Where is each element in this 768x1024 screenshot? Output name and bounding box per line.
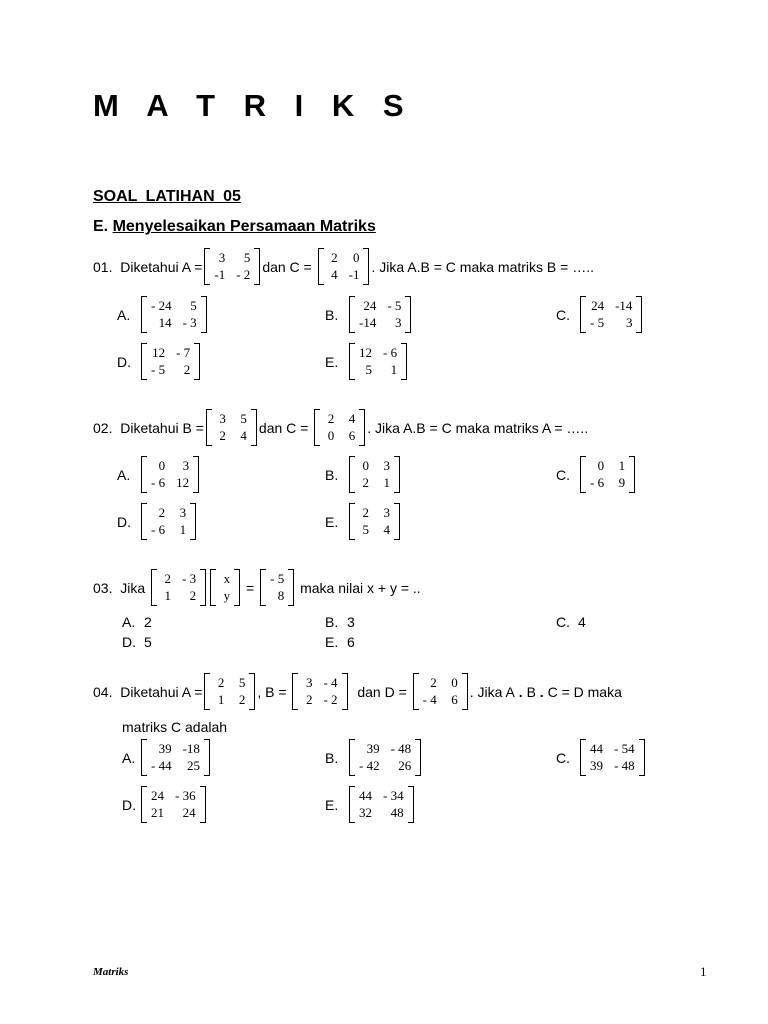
option-c[interactable]: [556, 296, 644, 333]
option-matrix: [141, 296, 207, 333]
option-matrix: [141, 343, 200, 380]
dot-operator: .: [539, 683, 544, 700]
option-label: C.: [556, 614, 570, 630]
question-text: Diketahui A =: [120, 258, 203, 275]
right-bracket: [639, 739, 645, 776]
matrix-entry: - 36: [175, 788, 196, 803]
matrix-cells: [586, 739, 639, 776]
matrix-entry: - 42: [359, 758, 380, 773]
option-e[interactable]: [325, 503, 402, 540]
option-a[interactable]: [117, 296, 209, 333]
matrix-entry: 4: [383, 522, 390, 537]
matrix-entry: 0: [158, 458, 166, 473]
question-text: Jika: [120, 579, 146, 596]
question-text: matriks C adalah: [122, 719, 228, 735]
right-bracket: [408, 786, 414, 823]
matrix-entry: 39: [366, 741, 380, 756]
question-2: [93, 409, 588, 446]
matrix-entry: - 4: [422, 692, 437, 707]
matrix-entry: 2: [189, 588, 197, 603]
matrix-entry: 2: [158, 505, 166, 520]
matrix-cells: [355, 456, 394, 493]
option-e[interactable]: [325, 634, 355, 650]
matrix-entry: 2: [327, 411, 335, 426]
right-bracket: [249, 673, 255, 710]
matrix-entry: - 54: [614, 741, 635, 756]
matrix-cells: [419, 673, 462, 710]
option-label: A.: [117, 466, 131, 483]
matrix-entry: - 2: [323, 692, 338, 707]
option-e[interactable]: [325, 343, 409, 380]
option-label: D.: [122, 634, 136, 650]
matrix-entry: 2: [219, 428, 226, 443]
option-b[interactable]: [325, 456, 402, 493]
option-matrix: [349, 503, 400, 540]
matrix-entry: - 3: [182, 571, 197, 586]
matrix-entry: -14: [359, 315, 377, 330]
matrix-entry: -1: [348, 267, 360, 282]
matrix-cells: [355, 739, 415, 776]
variable-vector: [210, 569, 240, 606]
section-heading: [93, 218, 376, 236]
matrix-cells: [147, 296, 201, 333]
matrix-c: [314, 409, 365, 446]
coefficient-matrix: [151, 569, 206, 606]
option-value: 6: [347, 634, 355, 650]
matrix-entry: 5: [243, 250, 251, 265]
option-matrix: [141, 503, 196, 540]
option-matrix: [141, 456, 199, 493]
matrix-cells: [147, 786, 200, 823]
option-label: D.: [117, 353, 131, 370]
matrix-a: [204, 248, 260, 285]
right-bracket: [254, 248, 260, 285]
matrix-entry: x: [223, 571, 231, 586]
matrix-entry: 3: [625, 315, 633, 330]
matrix-cells: [210, 248, 254, 285]
right-bracket: [394, 456, 400, 493]
option-matrix: [141, 739, 210, 776]
matrix-entry: 1: [618, 458, 626, 473]
matrix-cells: [216, 569, 234, 606]
matrix-entry: 2: [238, 692, 246, 707]
question-text: dan D =: [357, 683, 407, 700]
matrix-entry: 2: [183, 362, 191, 377]
option-d[interactable]: [117, 343, 202, 380]
option-matrix: [580, 296, 642, 333]
matrix-entry: 5: [240, 411, 247, 426]
option-d[interactable]: [117, 503, 198, 540]
matrix-entry: 2: [331, 250, 338, 265]
matrix-entry: 5: [190, 298, 197, 313]
matrix-entry: 14: [158, 315, 172, 330]
matrix-entry: 8: [277, 588, 285, 603]
matrix-entry: y: [223, 588, 231, 603]
question-text: . Jika A: [469, 683, 515, 700]
dot-operator: .: [518, 683, 523, 700]
matrix-entry: 48: [390, 805, 404, 820]
option-label: B.: [325, 466, 339, 483]
matrix-entry: 1: [383, 475, 390, 490]
question-text: . Jika A.B = C maka matriks A = …..: [367, 419, 589, 436]
option-matrix: [580, 739, 645, 776]
option-b[interactable]: [325, 296, 413, 333]
right-bracket: [462, 673, 468, 710]
option-label: C.: [556, 306, 570, 323]
matrix-entry: -1: [214, 267, 226, 282]
matrix-cells: [147, 503, 190, 540]
matrix-entry: - 5: [270, 571, 285, 586]
option-value: 5: [144, 634, 152, 650]
matrix-entry: 44: [359, 788, 372, 803]
matrix-entry: 5: [365, 362, 372, 377]
option-label: D.: [117, 513, 131, 530]
matrix-entry: 25: [186, 758, 200, 773]
matrix-entry: - 3: [182, 315, 197, 330]
matrix-entry: 24: [182, 805, 196, 820]
matrix-entry: 12: [152, 345, 166, 360]
matrix-entry: 3: [394, 315, 402, 330]
matrix-entry: 3: [218, 250, 226, 265]
matrix-entry: -14: [615, 298, 633, 313]
option-label: E.: [325, 513, 339, 530]
matrix-entry: - 5: [151, 362, 166, 377]
matrix-cells: [298, 673, 341, 710]
matrix-a: [204, 673, 255, 710]
matrix-entry: - 6: [151, 475, 166, 490]
matrix-entry: - 6: [151, 522, 166, 537]
question-text: dan C =: [258, 419, 309, 436]
matrix-entry: - 24: [151, 298, 172, 313]
right-bracket: [636, 296, 642, 333]
matrix-entry: 2: [217, 675, 225, 690]
footer-title: Matriks: [93, 966, 129, 978]
question-text: dan C =: [262, 258, 312, 275]
matrix-entry: - 6: [383, 345, 398, 360]
matrix-entry: 3: [305, 675, 313, 690]
matrix-entry: 24: [363, 298, 377, 313]
matrix-d: [413, 673, 468, 710]
right-bracket: [200, 786, 206, 823]
option-d[interactable]: [122, 634, 152, 650]
right-bracket: [401, 343, 407, 380]
option-label: C.: [556, 466, 570, 483]
right-bracket: [394, 503, 400, 540]
question-text: C = D maka: [547, 683, 622, 700]
matrix-b: [292, 673, 347, 710]
matrix-entry: 26: [398, 758, 412, 773]
result-vector: [260, 569, 294, 606]
matrix-entry: 1: [390, 362, 398, 377]
matrix-cells: [147, 456, 193, 493]
matrix-entry: - 2: [236, 267, 251, 282]
right-bracket: [234, 569, 240, 606]
option-a[interactable]: [122, 614, 152, 630]
matrix-cells: [586, 456, 629, 493]
matrix-entry: 3: [383, 458, 390, 473]
matrix-entry: 1: [179, 522, 187, 537]
matrix-entry: 5: [362, 522, 369, 537]
matrix-cells: [157, 569, 200, 606]
matrix-entry: 2: [305, 692, 313, 707]
matrix-entry: 39: [158, 741, 172, 756]
matrix-entry: -18: [182, 741, 200, 756]
matrix-cells: [586, 296, 636, 333]
question-number: 03.: [93, 579, 113, 596]
matrix-entry: 9: [618, 475, 626, 490]
matrix-entry: - 48: [390, 741, 412, 756]
matrix-cells: [355, 786, 408, 823]
option-matrix: [349, 456, 400, 493]
matrix-entry: 2: [362, 475, 369, 490]
option-matrix: [349, 296, 411, 333]
option-c[interactable]: [556, 739, 647, 776]
option-value: 3: [347, 614, 355, 630]
option-label: E.: [325, 353, 339, 370]
matrix-entry: 5: [238, 675, 246, 690]
right-bracket: [194, 343, 200, 380]
matrix-entry: - 4: [323, 675, 338, 690]
matrix-entry: 1: [164, 588, 172, 603]
right-bracket: [201, 296, 207, 333]
matrix-entry: 4: [348, 411, 356, 426]
right-bracket: [251, 409, 257, 446]
matrix-entry: 0: [352, 250, 360, 265]
matrix-entry: 44: [590, 741, 603, 756]
matrix-entry: - 5: [387, 298, 402, 313]
question-1: [93, 248, 594, 285]
option-label: B.: [325, 306, 339, 323]
right-bracket: [359, 409, 365, 446]
question-text: . Jika A.B = C maka matriks B = …..: [371, 258, 594, 275]
exercise-heading: SOAL LATIHAN 05: [93, 188, 241, 205]
option-label: B.: [325, 614, 339, 630]
option-label: A.: [122, 749, 136, 766]
matrix-cells: [212, 409, 251, 446]
matrix-entry: - 34: [383, 788, 404, 803]
matrix-entry: - 7: [176, 345, 191, 360]
question-number: 01.: [93, 258, 113, 275]
matrix-entry: 39: [590, 758, 603, 773]
option-a[interactable]: [122, 739, 212, 776]
matrix-entry: 3: [182, 458, 190, 473]
matrix-entry: 2: [164, 571, 172, 586]
section-letter: E.: [93, 218, 109, 235]
option-label: D.: [122, 796, 136, 813]
matrix-entry: - 5: [590, 315, 605, 330]
matrix-cells: [147, 343, 194, 380]
matrix-cells: [147, 739, 204, 776]
matrix-entry: 6: [348, 428, 356, 443]
option-e[interactable]: [325, 786, 416, 823]
question-text: , B =: [257, 683, 287, 700]
question-text: B: [526, 683, 536, 700]
matrix-b: [206, 409, 257, 446]
matrix-entry: - 48: [614, 758, 635, 773]
right-bracket: [200, 569, 206, 606]
matrix-cells: [320, 409, 359, 446]
matrix-entry: 4: [331, 267, 338, 282]
matrix-entry: 3: [179, 505, 187, 520]
right-bracket: [288, 569, 294, 606]
equals-sign: =: [246, 579, 255, 596]
right-bracket: [193, 456, 199, 493]
matrix-entry: - 44: [151, 758, 172, 773]
question-text: Diketahui A =: [120, 683, 203, 700]
right-bracket: [629, 456, 635, 493]
option-a[interactable]: [117, 456, 201, 493]
matrix-cells: [355, 503, 394, 540]
option-label: C.: [556, 749, 570, 766]
matrix-entry: 24: [591, 298, 605, 313]
option-b[interactable]: [325, 614, 355, 630]
matrix-entry: 2: [430, 675, 437, 690]
right-bracket: [405, 296, 411, 333]
right-bracket: [204, 739, 210, 776]
question-text: Diketahui B =: [120, 419, 204, 436]
question-number: 02.: [93, 419, 113, 436]
matrix-entry: 2: [362, 505, 369, 520]
matrix-entry: 21: [151, 805, 164, 820]
matrix-entry: - 6: [590, 475, 605, 490]
matrix-entry: 32: [359, 805, 372, 820]
question-text: maka nilai x + y = ..: [300, 579, 421, 596]
matrix-cells: [210, 673, 249, 710]
option-value: 2: [144, 614, 152, 630]
option-label: E.: [325, 634, 339, 650]
right-bracket: [342, 673, 348, 710]
option-label: A.: [117, 306, 131, 323]
matrix-entry: 12: [359, 345, 372, 360]
option-label: A.: [122, 614, 136, 630]
question-number: 04.: [93, 683, 113, 700]
matrix-entry: 6: [451, 692, 458, 707]
page-number: 1: [700, 964, 707, 979]
question-3: [93, 569, 421, 606]
matrix-entry: 0: [451, 675, 458, 690]
matrix-entry: 12: [176, 475, 190, 490]
right-bracket: [363, 248, 369, 285]
option-c[interactable]: [556, 456, 637, 493]
option-label: E.: [325, 796, 339, 813]
option-d[interactable]: [122, 786, 208, 823]
matrix-entry: 3: [383, 505, 390, 520]
right-bracket: [190, 503, 196, 540]
option-matrix: [349, 343, 407, 380]
option-b[interactable]: [325, 739, 423, 776]
matrix-entry: 0: [362, 458, 369, 473]
matrix-cells: [266, 569, 288, 606]
option-c[interactable]: [556, 614, 586, 630]
option-matrix: [349, 739, 421, 776]
right-bracket: [415, 739, 421, 776]
option-label: B.: [325, 749, 339, 766]
matrix-entry: 0: [327, 428, 335, 443]
matrix-cells: [355, 343, 401, 380]
section-title: Menyelesaikan Persamaan Matriks: [112, 218, 376, 235]
option-matrix: [580, 456, 635, 493]
matrix-entry: 3: [219, 411, 226, 426]
option-matrix: [141, 786, 206, 823]
matrix-entry: 0: [597, 458, 605, 473]
matrix-c: [318, 248, 370, 285]
option-value: 4: [578, 614, 586, 630]
question-4: [93, 673, 622, 710]
matrix-entry: 4: [240, 428, 247, 443]
matrix-cells: [355, 296, 405, 333]
document-title: M A T R I K S: [93, 88, 414, 123]
matrix-entry: 1: [217, 692, 225, 707]
option-matrix: [349, 786, 414, 823]
matrix-cells: [324, 248, 364, 285]
matrix-entry: 24: [151, 788, 164, 803]
